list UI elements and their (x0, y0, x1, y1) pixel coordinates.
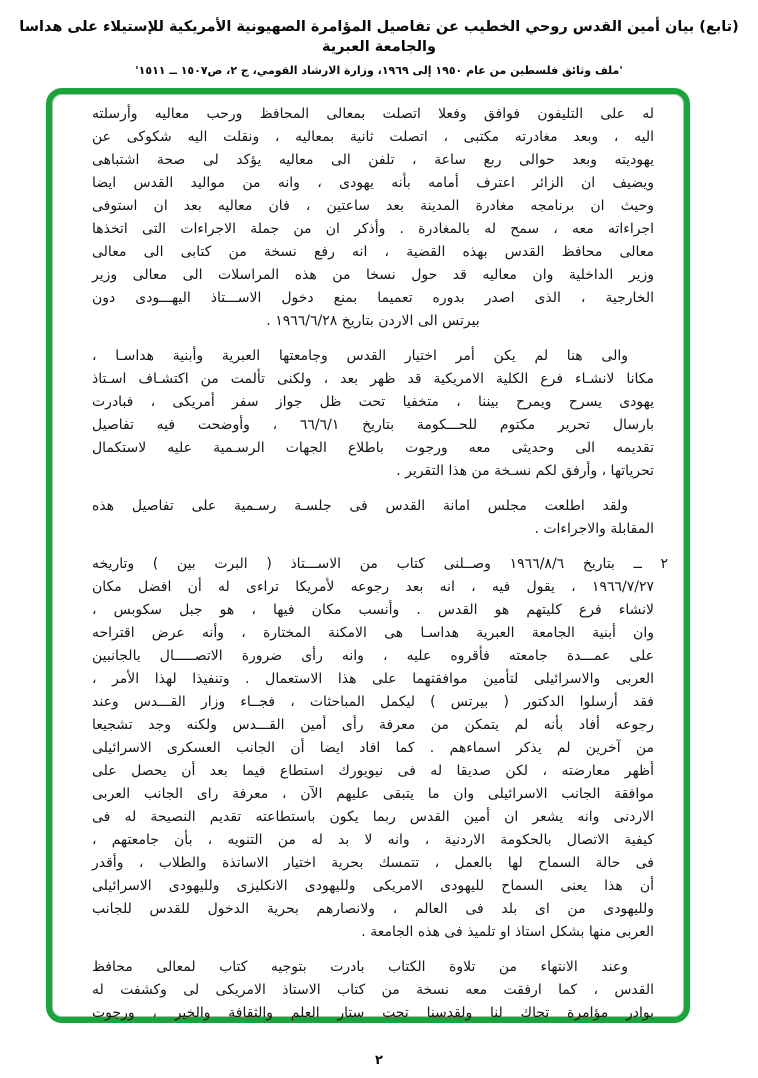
header (0, 0, 758, 77)
document-line: وعند الانتهاء من تلاوة الكتاب بادرت بتوجيه كتاب لمعالى محافظ (92, 959, 628, 975)
document-line: القدس ، كما ارفقت معه نسخة من كتاب الاستاذ الامريكى لى وكشفت له (92, 982, 654, 998)
paragraph-council-session (92, 495, 654, 541)
paragraph-discovery-report (92, 345, 654, 483)
document-line: بارسال تحرير مكتوم للحـــكومة بتاريخ ٦٦/٦/١ ، وأوضحت فيه تفاصيل (92, 417, 654, 433)
document-line: وحيث ان برنامجه مغادرة المدينة بعد ساعتين ، فان معاليه بعد ان استوفى (92, 198, 654, 214)
document-line: له على التليفون فوافق وفعلا اتصلت بمعالى المحافظ ورحب معاليه وأرسلته (92, 106, 654, 122)
document-line: الاردنى وانه يشعر ان أمين القدس ربما يكون باستطاعته تقديم النصيحة له فى (92, 809, 654, 825)
document-line: الخارجية ، الذى اصدر بدوره تعميما بمنع دخول الاســـتاذ اليهـــودى دون (92, 290, 654, 306)
document-line: وان أبنية الجامعة العبرية هداسـا هى الامكنة المختارة ، وأنه عرض اقتراحه (92, 625, 654, 641)
document-line: ٢ ــ بتاريخ ١٩٦٦/٨/٦ وصــلنى كتاب من الاســـتاذ ( البرت بين ) وتاريخه (92, 556, 669, 572)
document-line: يهودى يسرح ويمرح بيننا ، متخفيا تحت ظل جواز سفر أمريكى ، فبادرت (92, 394, 654, 410)
document-line: العربى والاسرائيلى لتأمين موافقتهما على هذا الاستعمال . وتنفيذا لهذا الأمر ، (92, 671, 654, 687)
document-line: والى هنا لم يكن أمر اختيار القدس وجامعتها العبرية وأبنية هداسـا ، (92, 348, 628, 364)
paragraph-phone-incident (92, 103, 654, 333)
document-line: ولقد اطلعت مجلس امانة القدس فى جلسـة رسـمية على تفاصيل هذه (92, 498, 628, 514)
document-line: تقديمه الى وحديثى معه ورجوت باطلاع الجهات الرسـمية عليه لاستكمال (92, 440, 654, 456)
document-line: اجراءاته معه ، سمح له بالمغادرة . وأذكر ان من جملة الاجراءات التى اتخذها (92, 221, 654, 237)
page-title: (تابع) بيان أمين القدس روحي الخطيب عن تفاصيل المؤامرة الصهيونية الأمريكية للإستيلاء على هداسا والجامعة العبرية (19, 19, 739, 55)
document-line: أن هذا يعنى السماح لليهودى الامريكى ولليهودى الانكليزى ولليهودى الاسرائيلى (92, 878, 654, 894)
document-line: وزير الداخلية وان معاليه قد حول نسخا من هذه المراسلات الى معالى وزير (92, 267, 654, 283)
paragraph-letter-to-governor (92, 956, 654, 1025)
source-citation: 'ملف وثائق فلسطين من عام ١٩٥٠ إلى ١٩٦٩، وزارة الارشاد القومي، ج ٢، ص١٥٠٧ ــ ١٥١١' (135, 64, 623, 77)
page-number: ٢ (375, 1053, 383, 1068)
document-line: كيفية الاتصال بالحكومة الاردنية ، وانه لا بد له من التنويه ، بأن جامعتهم ، (92, 832, 654, 848)
document-line: ١٩٦٦/٧/٢٧ ، يقول فيه ، انه بعد رجوعه لأمريكا تراءى له أن افضل مكان (92, 579, 654, 595)
document-frame (46, 88, 690, 1023)
document-line: مكانا لانشـاء فرع الكلية الامريكية قد ظهر بعد ، ولكنى تألمت من اكتشـاف اسـتاذ (92, 371, 654, 387)
document-line: يهوديته وبعد حوالى ربع ساعة ، تلفن الى معاليه يؤكد لى صحة اشتباهى (92, 152, 654, 168)
document-line: تحرياتها ، وأرفق لكم نسـخة من هذا التقرير . (396, 463, 654, 479)
document-line: اليه ، وبعد مغادرته مكتبى ، اتصلت ثانية بمعاليه ، ونقلت اليه شكوكى عن (92, 129, 654, 145)
document-line: معالى محافظ القدس بهذه القضية ، انه رفع نسخة من كتابى الى معالى (92, 244, 654, 260)
document-line: أظهر معارضته ، لكن صديقا له فى نيويورك استطاع فيما بعد أن يحصل على (92, 763, 654, 779)
document-line: بوادر مؤامرة تحاك لنا ولقدسنا تحت ستار العلم والثقافة والخير ، ورجوت (92, 1005, 654, 1021)
document-line: بيرتس الى الاردن بتاريخ ١٩٦٦/٦/٢٨ . (266, 313, 480, 329)
document-line: فقد أرسلوا الدكتور ( بيرتس ) ليكمل المباحثات ، فجــاء وزار القـــدس وعند (92, 694, 654, 710)
document-line: ويضيف ان الزائر اعترف أمامه بأنه يهودى ، وانه من مواليد القدس ايضا (92, 175, 654, 191)
document-line: على عمـــدة جامعته فأقروه عليه ، وانه رأى ضرورة الاتصـــــال بالجانبين (92, 648, 654, 664)
document-line: ولليهودى من اى بلد فى العالم ، ولانصارهم بحرية الدخول للقدس للجانب (92, 901, 654, 917)
document-line: العربى منها بشكل استاذ او تلميذ فى هذه الجامعة . (361, 924, 654, 940)
document-line: رجوعه أفاد بأنه لم يتمكن من معرفة رأى أمين القـــدس ولكنه وجد تشجيعا (92, 717, 654, 733)
document-line: المقابلة والاجراءات . (534, 521, 654, 537)
document-line: من آخرين لم يذكر اسماءهم . كما افاد ايضا أن الجانب العسكرى الاسرائيلى (92, 740, 654, 756)
document-line: فى حالة السماح لها بالعمل ، تتمسك بحرية اختيار الاساتذة والطلاب ، وأقدر (92, 855, 654, 871)
document-line: لانشاء فرع كليتهم هو القدس . وأنسب مكان فيها ، هو جبل سكوبس ، (92, 602, 654, 618)
document-text (52, 94, 684, 1021)
paragraph-item-2-albert-bein-letter (92, 553, 669, 944)
document-line: موافقة الجانب الاسرائيلى وان ما يتبقى عليهم الآن ، معرفة راى الجانب العربى (92, 786, 654, 802)
